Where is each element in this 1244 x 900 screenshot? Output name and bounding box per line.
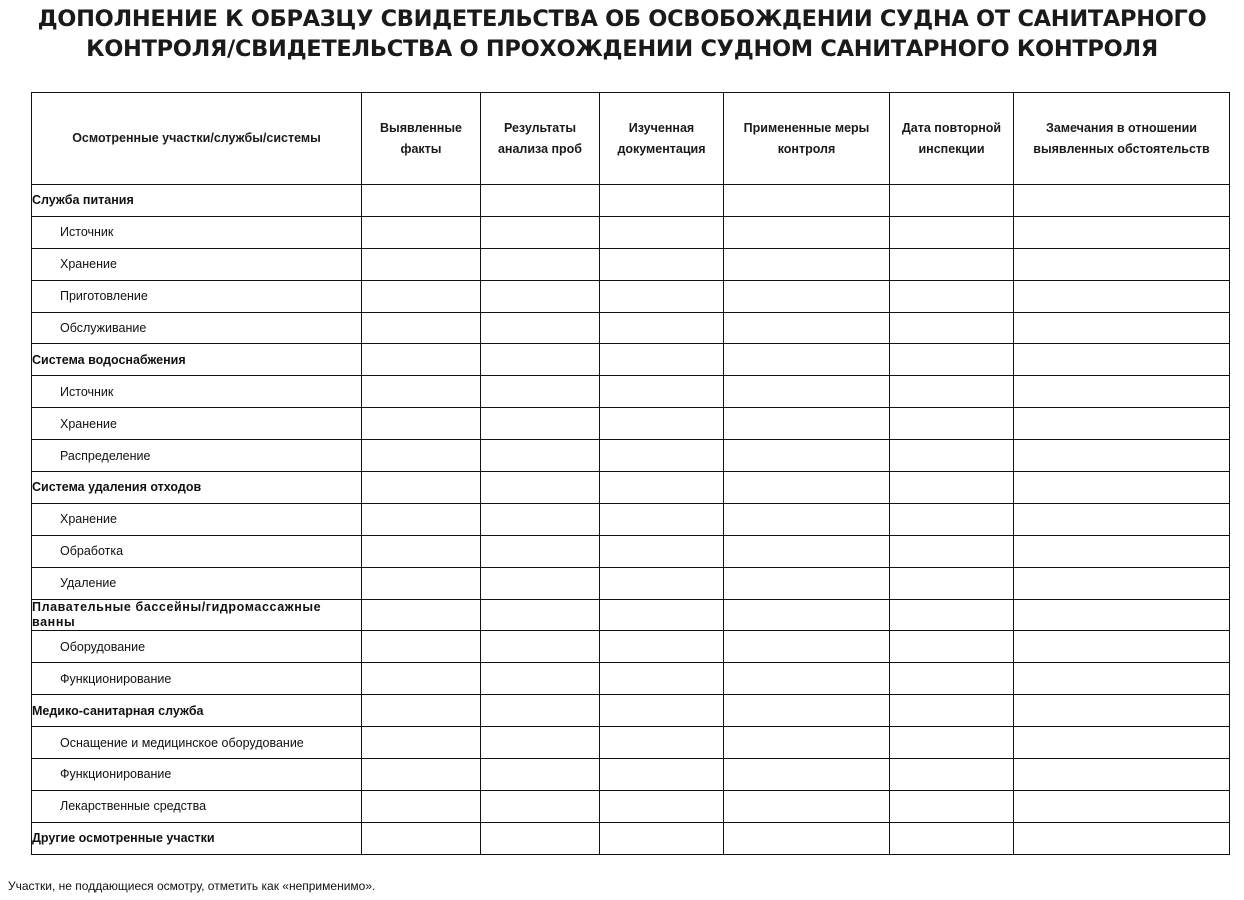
cell-reinspection-date[interactable] [890, 631, 1014, 663]
cell-sample-results[interactable] [481, 216, 600, 248]
cell-reinspection-date[interactable] [890, 695, 1014, 727]
row-label: Источник [32, 216, 362, 248]
cell-sample-results[interactable] [481, 535, 600, 567]
cell-control-measures[interactable] [724, 248, 890, 280]
row-label: Функционирование [32, 663, 362, 695]
cell-reinspection-date[interactable] [890, 567, 1014, 599]
cell-sample-results[interactable] [481, 440, 600, 472]
row-label: Оснащение и медицинское оборудование [32, 727, 362, 759]
header-comments: Замечания в отношении выявленных обстоятельств [1014, 93, 1230, 185]
cell-control-measures[interactable] [724, 472, 890, 504]
cell-comments[interactable] [1014, 695, 1230, 727]
cell-control-measures[interactable] [724, 759, 890, 791]
cell-documentation[interactable] [600, 631, 724, 663]
table-row [32, 216, 1230, 248]
cell-sample-results[interactable] [481, 185, 600, 217]
table-row [32, 695, 1230, 727]
row-label: Другие осмотренные участки [32, 822, 362, 854]
table-row [32, 599, 1230, 631]
cell-sample-results[interactable] [481, 822, 600, 854]
cell-reinspection-date[interactable] [890, 248, 1014, 280]
cell-documentation[interactable] [600, 312, 724, 344]
cell-documentation[interactable] [600, 567, 724, 599]
cell-findings[interactable] [362, 631, 481, 663]
cell-control-measures[interactable] [724, 567, 890, 599]
row-label: Распределение [32, 440, 362, 472]
cell-comments[interactable] [1014, 344, 1230, 376]
cell-reinspection-date[interactable] [890, 344, 1014, 376]
table-row [32, 663, 1230, 695]
cell-documentation[interactable] [600, 759, 724, 791]
cell-findings[interactable] [362, 663, 481, 695]
row-label: Плавательные бассейны/гидромассажные ванны [32, 599, 362, 631]
cell-reinspection-date[interactable] [890, 759, 1014, 791]
footnote: Участки, не поддающиеся осмотру, отметить как «неприменимо». [8, 879, 376, 893]
cell-documentation[interactable] [600, 185, 724, 217]
cell-findings[interactable] [362, 695, 481, 727]
row-label: Система удаления отходов [32, 472, 362, 504]
cell-comments[interactable] [1014, 280, 1230, 312]
header-reinspection-date: Дата повторной инспекции [890, 93, 1014, 185]
table-row [32, 567, 1230, 599]
cell-reinspection-date[interactable] [890, 216, 1014, 248]
row-label: Оборудование [32, 631, 362, 663]
table-row [32, 535, 1230, 567]
cell-comments[interactable] [1014, 503, 1230, 535]
cell-documentation[interactable] [600, 503, 724, 535]
row-label: Удаление [32, 567, 362, 599]
cell-comments[interactable] [1014, 790, 1230, 822]
header-documentation: Изученная документация [600, 93, 724, 185]
cell-sample-results[interactable] [481, 472, 600, 504]
cell-reinspection-date[interactable] [890, 503, 1014, 535]
cell-reinspection-date[interactable] [890, 472, 1014, 504]
cell-control-measures[interactable] [724, 790, 890, 822]
cell-documentation[interactable] [600, 790, 724, 822]
cell-sample-results[interactable] [481, 567, 600, 599]
cell-control-measures[interactable] [724, 535, 890, 567]
header-findings: Выявленные факты [362, 93, 481, 185]
cell-findings[interactable] [362, 759, 481, 791]
cell-control-measures[interactable] [724, 376, 890, 408]
cell-findings[interactable] [362, 822, 481, 854]
table-row [32, 631, 1230, 663]
cell-documentation[interactable] [600, 344, 724, 376]
row-label: Хранение [32, 248, 362, 280]
cell-comments[interactable] [1014, 727, 1230, 759]
table-row [32, 790, 1230, 822]
cell-reinspection-date[interactable] [890, 599, 1014, 631]
title-line-2: КОНТРОЛЯ/СВИДЕТЕЛЬСТВА О ПРОХОЖДЕНИИ СУДНОМ САНИТАРНОГО КОНТРОЛЯ [86, 36, 1158, 62]
cell-control-measures[interactable] [724, 695, 890, 727]
cell-sample-results[interactable] [481, 408, 600, 440]
cell-sample-results[interactable] [481, 695, 600, 727]
cell-comments[interactable] [1014, 631, 1230, 663]
cell-comments[interactable] [1014, 216, 1230, 248]
cell-findings[interactable] [362, 376, 481, 408]
cell-comments[interactable] [1014, 440, 1230, 472]
cell-sample-results[interactable] [481, 790, 600, 822]
cell-documentation[interactable] [600, 280, 724, 312]
row-label: Обслуживание [32, 312, 362, 344]
cell-sample-results[interactable] [481, 344, 600, 376]
cell-findings[interactable] [362, 312, 481, 344]
cell-reinspection-date[interactable] [890, 312, 1014, 344]
cell-comments[interactable] [1014, 663, 1230, 695]
cell-comments[interactable] [1014, 567, 1230, 599]
cell-documentation[interactable] [600, 408, 724, 440]
cell-comments[interactable] [1014, 759, 1230, 791]
cell-control-measures[interactable] [724, 408, 890, 440]
cell-reinspection-date[interactable] [890, 790, 1014, 822]
cell-documentation[interactable] [600, 535, 724, 567]
row-label: Лекарственные средства [32, 790, 362, 822]
cell-sample-results[interactable] [481, 248, 600, 280]
cell-documentation[interactable] [600, 822, 724, 854]
cell-documentation[interactable] [600, 727, 724, 759]
row-label: Служба питания [32, 185, 362, 217]
cell-reinspection-date[interactable] [890, 727, 1014, 759]
cell-comments[interactable] [1014, 376, 1230, 408]
row-label: Источник [32, 376, 362, 408]
cell-control-measures[interactable] [724, 599, 890, 631]
cell-reinspection-date[interactable] [890, 376, 1014, 408]
header-sample-results: Результаты анализа проб [481, 93, 600, 185]
cell-control-measures[interactable] [724, 822, 890, 854]
row-label: Система водоснабжения [32, 344, 362, 376]
cell-reinspection-date[interactable] [890, 440, 1014, 472]
cell-control-measures[interactable] [724, 185, 890, 217]
table-row [32, 185, 1230, 217]
cell-findings[interactable] [362, 503, 481, 535]
cell-comments[interactable] [1014, 312, 1230, 344]
table-row [32, 472, 1230, 504]
cell-findings[interactable] [362, 599, 481, 631]
cell-documentation[interactable] [600, 440, 724, 472]
cell-sample-results[interactable] [481, 376, 600, 408]
cell-control-measures[interactable] [724, 631, 890, 663]
cell-comments[interactable] [1014, 185, 1230, 217]
cell-findings[interactable] [362, 727, 481, 759]
cell-comments[interactable] [1014, 248, 1230, 280]
row-label: Хранение [32, 503, 362, 535]
inspection-table [31, 92, 1230, 855]
cell-findings[interactable] [362, 535, 481, 567]
cell-findings[interactable] [362, 344, 481, 376]
cell-documentation[interactable] [600, 376, 724, 408]
cell-documentation[interactable] [600, 472, 724, 504]
cell-reinspection-date[interactable] [890, 280, 1014, 312]
cell-reinspection-date[interactable] [890, 822, 1014, 854]
row-label: Приготовление [32, 280, 362, 312]
cell-documentation[interactable] [600, 216, 724, 248]
table-row [32, 408, 1230, 440]
cell-documentation[interactable] [600, 663, 724, 695]
cell-sample-results[interactable] [481, 503, 600, 535]
cell-findings[interactable] [362, 472, 481, 504]
cell-sample-results[interactable] [481, 599, 600, 631]
cell-sample-results[interactable] [481, 727, 600, 759]
cell-comments[interactable] [1014, 822, 1230, 854]
cell-documentation[interactable] [600, 248, 724, 280]
header-inspected-areas: Осмотренные участки/службы/системы [32, 93, 362, 185]
cell-findings[interactable] [362, 248, 481, 280]
cell-findings[interactable] [362, 567, 481, 599]
cell-sample-results[interactable] [481, 312, 600, 344]
table-row [32, 822, 1230, 854]
row-label: Медико-санитарная служба [32, 695, 362, 727]
row-label: Обработка [32, 535, 362, 567]
header-row [32, 93, 1230, 185]
cell-findings[interactable] [362, 185, 481, 217]
cell-comments[interactable] [1014, 472, 1230, 504]
table-row [32, 312, 1230, 344]
cell-control-measures[interactable] [724, 440, 890, 472]
row-label: Функционирование [32, 759, 362, 791]
table-row [32, 440, 1230, 472]
cell-sample-results[interactable] [481, 280, 600, 312]
cell-reinspection-date[interactable] [890, 663, 1014, 695]
table-row [32, 344, 1230, 376]
table-row [32, 248, 1230, 280]
cell-control-measures[interactable] [724, 663, 890, 695]
table-row [32, 376, 1230, 408]
cell-sample-results[interactable] [481, 663, 600, 695]
cell-findings[interactable] [362, 440, 481, 472]
cell-reinspection-date[interactable] [890, 408, 1014, 440]
table-row [32, 280, 1230, 312]
cell-control-measures[interactable] [724, 312, 890, 344]
cell-reinspection-date[interactable] [890, 185, 1014, 217]
cell-control-measures[interactable] [724, 216, 890, 248]
table-row [32, 503, 1230, 535]
row-label: Хранение [32, 408, 362, 440]
cell-findings[interactable] [362, 408, 481, 440]
cell-findings[interactable] [362, 216, 481, 248]
cell-reinspection-date[interactable] [890, 535, 1014, 567]
cell-control-measures[interactable] [724, 280, 890, 312]
cell-findings[interactable] [362, 280, 481, 312]
cell-control-measures[interactable] [724, 344, 890, 376]
table-row [32, 727, 1230, 759]
header-control-measures: Примененные меры контроля [724, 93, 890, 185]
cell-comments[interactable] [1014, 599, 1230, 631]
cell-findings[interactable] [362, 790, 481, 822]
cell-documentation[interactable] [600, 599, 724, 631]
cell-control-measures[interactable] [724, 727, 890, 759]
cell-comments[interactable] [1014, 535, 1230, 567]
cell-sample-results[interactable] [481, 759, 600, 791]
title-line-1: ДОПОЛНЕНИЕ К ОБРАЗЦУ СВИДЕТЕЛЬСТВА ОБ ОСВОБОЖДЕНИИ СУДНА ОТ САНИТАРНОГО [37, 6, 1207, 32]
cell-control-measures[interactable] [724, 503, 890, 535]
cell-sample-results[interactable] [481, 631, 600, 663]
document-title [0, 4, 1244, 64]
table-row [32, 759, 1230, 791]
cell-comments[interactable] [1014, 408, 1230, 440]
cell-documentation[interactable] [600, 695, 724, 727]
